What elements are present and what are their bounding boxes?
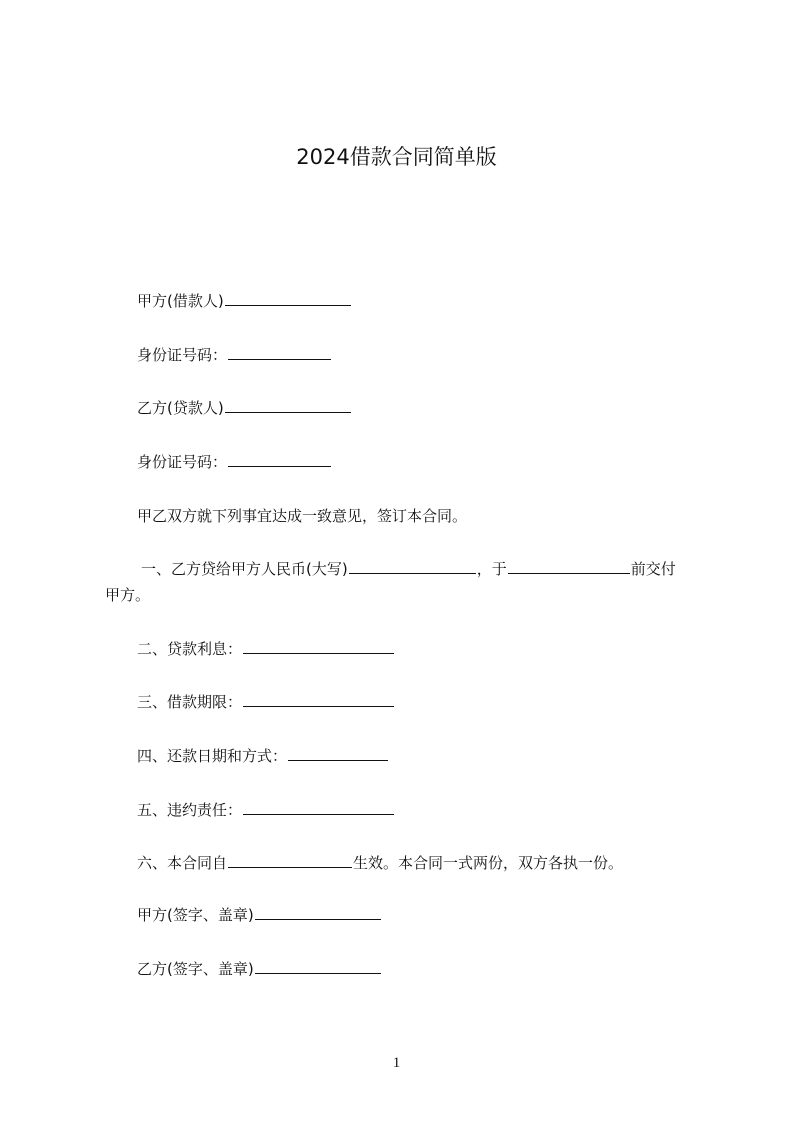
agreement-text: 甲乙双方就下列事宜达成一致意见，签订本合同。 <box>137 507 468 525</box>
clause1-continuation <box>105 584 150 606</box>
term-blank[interactable] <box>243 691 394 707</box>
sign-b-blank[interactable] <box>255 958 381 974</box>
clause4-label: 四、还款日期和方式： <box>137 747 288 765</box>
lender-blank[interactable] <box>225 397 351 413</box>
borrower-line <box>137 290 352 312</box>
amount-blank[interactable] <box>349 558 476 574</box>
clause2-label: 二、贷款利息： <box>137 640 243 658</box>
repayment-blank[interactable] <box>288 745 388 761</box>
agreement-line <box>137 505 467 527</box>
sign-a-line <box>137 904 382 926</box>
liability-blank[interactable] <box>243 799 394 815</box>
clause1-suffix: 前交付 <box>630 560 676 578</box>
lender-id-label: 身份证号码： <box>137 453 228 471</box>
clause1-end: 甲方。 <box>105 586 151 604</box>
lender-label: 乙方(贷款人) <box>137 399 224 417</box>
clause5-line <box>137 799 395 821</box>
clause3-line <box>137 691 395 713</box>
lender-id-line <box>137 451 332 473</box>
borrower-label: 甲方(借款人) <box>137 292 224 310</box>
clause6-line <box>137 852 623 874</box>
borrower-blank[interactable] <box>225 290 351 306</box>
clause1-label: 一、乙方贷给甲方人民币(大写) <box>141 560 348 578</box>
page-number: 1 <box>392 1055 401 1071</box>
borrower-id-line <box>137 344 332 366</box>
clause2-line <box>137 638 395 660</box>
clause4-line <box>137 745 389 767</box>
lender-id-blank[interactable] <box>228 451 331 467</box>
lender-line <box>137 397 352 419</box>
sign-a-blank[interactable] <box>255 904 381 920</box>
delivery-date-blank[interactable] <box>508 558 630 574</box>
borrower-id-label: 身份证号码： <box>137 346 228 364</box>
sign-b-line <box>137 958 382 980</box>
clause1-comma: ，于 <box>476 560 507 578</box>
clause3-label: 三、借款期限： <box>137 693 243 711</box>
clause1-line <box>141 558 676 580</box>
clause5-label: 五、违约责任： <box>137 801 243 819</box>
sign-b-label: 乙方(签字、盖章) <box>137 960 254 978</box>
sign-a-label: 甲方(签字、盖章) <box>137 906 254 924</box>
clause6-suffix: 生效。本合同一式两份，双方各执一份。 <box>353 854 624 872</box>
interest-blank[interactable] <box>243 638 394 654</box>
effective-date-blank[interactable] <box>228 852 352 868</box>
document-title: 2024借款合同简单版 <box>296 145 497 169</box>
clause6-label: 六、本合同自 <box>137 854 228 872</box>
borrower-id-blank[interactable] <box>228 344 331 360</box>
